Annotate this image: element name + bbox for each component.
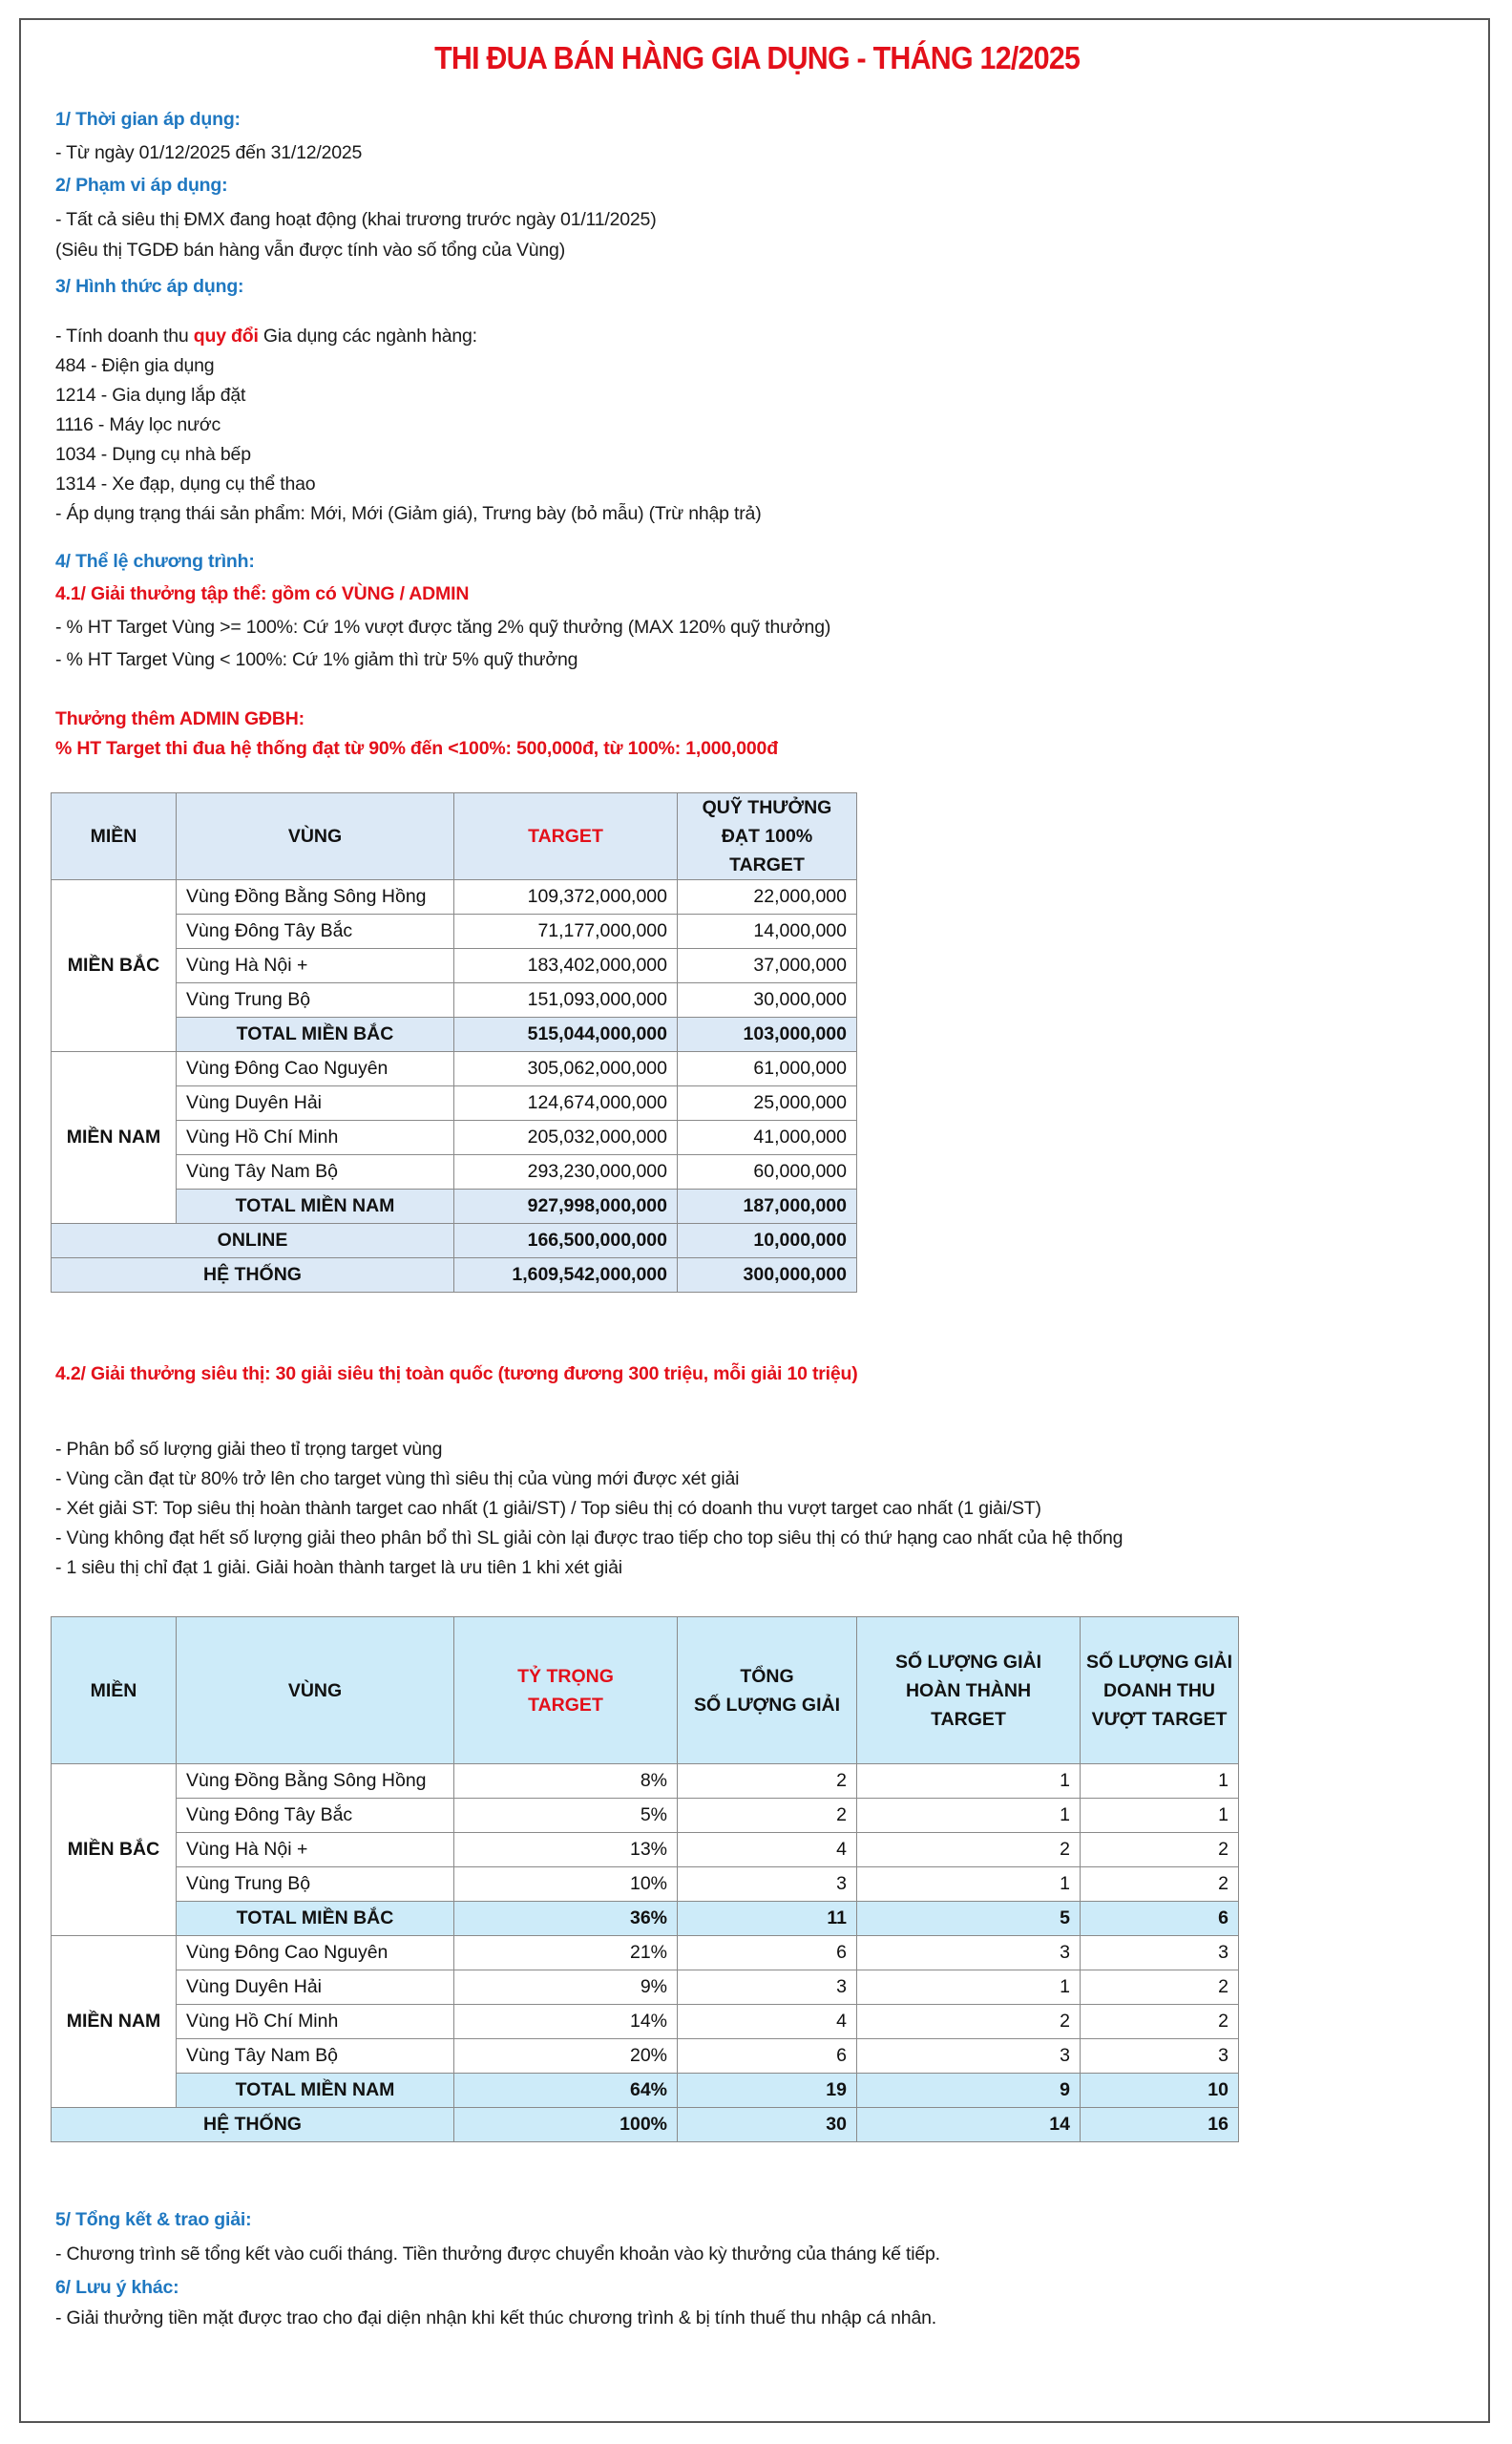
intro-prefix: - Tính doanh thu <box>55 326 194 347</box>
total-ty-trong: 64% <box>454 2074 678 2108</box>
ty-trong-cell: 8% <box>454 1764 678 1799</box>
header-line: ĐẠT 100% <box>721 826 813 847</box>
category-item: 1214 - Gia dụng lắp đặt <box>55 385 246 406</box>
quy-cell: 60,000,000 <box>678 1155 857 1190</box>
table-row <box>52 1799 1239 1833</box>
table-row <box>52 1764 1239 1799</box>
system-label: HỆ THỐNG <box>52 2108 454 2142</box>
hoan-thanh-cell: 1 <box>857 1970 1081 2005</box>
section-4-1-heading: 4.1/ Giải thưởng tập thể: gồm có VÙNG / ADMIN <box>55 583 470 604</box>
system-hoan-thanh: 14 <box>857 2108 1081 2142</box>
quy-cell: 30,000,000 <box>678 983 857 1018</box>
section-2-line: (Siêu thị TGDĐ bán hàng vẫn được tính vào số tổng của Vùng) <box>55 240 566 261</box>
system-row <box>52 2108 1239 2142</box>
vung-cell: Vùng Đồng Bằng Sông Hồng <box>177 880 454 915</box>
ty-trong-cell: 10% <box>454 1867 678 1902</box>
vung-cell: Vùng Duyên Hải <box>177 1086 454 1121</box>
total-hoan-thanh: 5 <box>857 1902 1081 1936</box>
table-row <box>52 1970 1239 2005</box>
hoan-thanh-cell: 2 <box>857 2005 1081 2039</box>
total-label: TOTAL MIỀN BẮC <box>177 1018 454 1052</box>
section-3-status-line: - Áp dụng trạng thái sản phẩm: Mới, Mới (Giảm giá), Trưng bày (bỏ mẫu) (Trừ nhập trả) <box>55 503 762 524</box>
admin-bonus-line: % HT Target thi đua hệ thống đạt từ 90% đến <100%: 500,000đ, từ 100%: 1,000,000đ <box>55 738 778 759</box>
col-header-hoan-thanh <box>857 1617 1081 1764</box>
vung-cell: Vùng Hà Nội + <box>177 1833 454 1867</box>
rule-line: - % HT Target Vùng >= 100%: Cứ 1% vượt được tăng 2% quỹ thưởng (MAX 120% quỹ thưởng) <box>55 617 831 638</box>
section-6-heading: 6/ Lưu ý khác: <box>55 2277 179 2298</box>
ty-trong-cell: 9% <box>454 1970 678 2005</box>
col-header-vuot <box>1081 1617 1239 1764</box>
vuot-cell: 2 <box>1081 1867 1239 1902</box>
target-cell: 109,372,000,000 <box>454 880 678 915</box>
tong-cell: 3 <box>678 1867 857 1902</box>
total-quy: 103,000,000 <box>678 1018 857 1052</box>
header-line: TỶ TRỌNG <box>517 1665 614 1687</box>
hoan-thanh-cell: 1 <box>857 1764 1081 1799</box>
hoan-thanh-cell: 1 <box>857 1867 1081 1902</box>
col-header-vung: VÙNG <box>177 1617 454 1764</box>
header-line: TARGET <box>729 854 805 875</box>
total-label: TOTAL MIỀN BẮC <box>177 1902 454 1936</box>
vuot-cell: 2 <box>1081 1970 1239 2005</box>
col-header-quy-thuong <box>678 793 857 880</box>
header-line: SỐ LƯỢNG GIẢI <box>894 1651 1042 1673</box>
vuot-cell: 3 <box>1081 2039 1239 2074</box>
rule-line: - 1 siêu thị chỉ đạt 1 giải. Giải hoàn thành target là ưu tiên 1 khi xét giải <box>55 1557 622 1578</box>
store-award-table <box>51 1616 1239 2142</box>
hoan-thanh-cell: 2 <box>857 1833 1081 1867</box>
tong-cell: 6 <box>678 1936 857 1970</box>
total-ty-trong: 36% <box>454 1902 678 1936</box>
total-row <box>52 2074 1239 2108</box>
col-header-mien: MIỀN <box>52 793 177 880</box>
vung-cell: Vùng Tây Nam Bộ <box>177 1155 454 1190</box>
col-header-target: TARGET <box>454 793 678 880</box>
vung-cell: Vùng Trung Bộ <box>177 983 454 1018</box>
vung-cell: Vùng Đông Tây Bắc <box>177 1799 454 1833</box>
online-quy: 10,000,000 <box>678 1224 857 1258</box>
quy-cell: 37,000,000 <box>678 949 857 983</box>
quy-cell: 25,000,000 <box>678 1086 857 1121</box>
ty-trong-cell: 5% <box>454 1799 678 1833</box>
vung-cell: Vùng Đông Cao Nguyên <box>177 1936 454 1970</box>
online-row <box>52 1224 857 1258</box>
table-row <box>52 1867 1239 1902</box>
hoan-thanh-cell: 3 <box>857 2039 1081 2074</box>
header-line: SỐ LƯỢNG GIẢI <box>693 1694 841 1716</box>
section-1-line: - Từ ngày 01/12/2025 đến 31/12/2025 <box>55 142 363 163</box>
total-vuot: 6 <box>1081 1902 1239 1936</box>
table-row <box>52 2039 1239 2074</box>
vung-cell: Vùng Hồ Chí Minh <box>177 1121 454 1155</box>
vung-cell: Vùng Đồng Bằng Sông Hồng <box>177 1764 454 1799</box>
vuot-cell: 1 <box>1081 1764 1239 1799</box>
tong-cell: 6 <box>678 2039 857 2074</box>
table-row <box>52 2005 1239 2039</box>
intro-highlight: quy đổi <box>193 326 259 347</box>
section-5-heading: 5/ Tổng kết & trao giải: <box>55 2209 252 2230</box>
ty-trong-cell: 14% <box>454 2005 678 2039</box>
tong-cell: 4 <box>678 1833 857 1867</box>
quy-cell: 41,000,000 <box>678 1121 857 1155</box>
tong-cell: 2 <box>678 1764 857 1799</box>
vung-cell: Vùng Đông Cao Nguyên <box>177 1052 454 1086</box>
section-4-heading: 4/ Thể lệ chương trình: <box>55 551 255 572</box>
intro-suffix: Gia dụng các ngành hàng: <box>258 326 477 347</box>
table-row <box>52 1833 1239 1867</box>
quy-cell: 61,000,000 <box>678 1052 857 1086</box>
system-ty-trong: 100% <box>454 2108 678 2142</box>
vung-cell: Vùng Hồ Chí Minh <box>177 2005 454 2039</box>
system-tong: 30 <box>678 2108 857 2142</box>
total-vuot: 10 <box>1081 2074 1239 2108</box>
col-header-ty-trong <box>454 1617 678 1764</box>
online-label: ONLINE <box>52 1224 454 1258</box>
section-2-heading: 2/ Phạm vi áp dụng: <box>55 175 228 196</box>
total-label: TOTAL MIỀN NAM <box>177 2074 454 2108</box>
system-quy: 300,000,000 <box>678 1258 857 1293</box>
vuot-cell: 3 <box>1081 1936 1239 1970</box>
table-row <box>52 1052 857 1086</box>
table-row <box>52 1936 1239 1970</box>
vung-cell: Vùng Tây Nam Bộ <box>177 2039 454 2074</box>
category-item: 1034 - Dụng cụ nhà bếp <box>55 444 251 465</box>
rule-line: - % HT Target Vùng < 100%: Cứ 1% giảm thì trừ 5% quỹ thưởng <box>55 649 578 670</box>
target-cell: 151,093,000,000 <box>454 983 678 1018</box>
total-tong: 11 <box>678 1902 857 1936</box>
total-hoan-thanh: 9 <box>857 2074 1081 2108</box>
online-target: 166,500,000,000 <box>454 1224 678 1258</box>
table-header-row <box>52 1617 1239 1764</box>
mien-cell: MIỀN NAM <box>52 1936 177 2108</box>
header-line: SỐ LƯỢNG GIẢI <box>1085 1651 1233 1673</box>
vuot-cell: 2 <box>1081 2005 1239 2039</box>
vung-cell: Vùng Trung Bộ <box>177 1867 454 1902</box>
section-5-line: - Chương trình sẽ tổng kết vào cuối tháng. Tiền thưởng được chuyển khoản vào kỳ thưởng của tháng kế tiếp. <box>55 2244 940 2265</box>
target-cell: 205,032,000,000 <box>454 1121 678 1155</box>
target-cell: 183,402,000,000 <box>454 949 678 983</box>
table-header-row <box>52 793 857 880</box>
total-target: 927,998,000,000 <box>454 1190 678 1224</box>
ty-trong-cell: 20% <box>454 2039 678 2074</box>
total-target: 515,044,000,000 <box>454 1018 678 1052</box>
col-header-vung: VÙNG <box>177 793 454 880</box>
ty-trong-cell: 21% <box>454 1936 678 1970</box>
target-cell: 305,062,000,000 <box>454 1052 678 1086</box>
system-vuot: 16 <box>1081 2108 1239 2142</box>
system-target: 1,609,542,000,000 <box>454 1258 678 1293</box>
quy-cell: 14,000,000 <box>678 915 857 949</box>
quy-cell: 22,000,000 <box>678 880 857 915</box>
system-row <box>52 1258 857 1293</box>
target-cell: 124,674,000,000 <box>454 1086 678 1121</box>
target-cell: 293,230,000,000 <box>454 1155 678 1190</box>
category-item: 1314 - Xe đạp, dụng cụ thể thao <box>55 474 316 495</box>
header-line: QUỸ THƯỞNG <box>702 797 832 818</box>
header-line: TARGET <box>528 1694 603 1716</box>
vung-cell: Vùng Đông Tây Bắc <box>177 915 454 949</box>
admin-bonus-heading: Thưởng thêm ADMIN GĐBH: <box>55 708 304 729</box>
category-item: 1116 - Máy lọc nước <box>55 414 221 435</box>
col-header-mien: MIỀN <box>52 1617 177 1764</box>
hoan-thanh-cell: 3 <box>857 1936 1081 1970</box>
tong-cell: 2 <box>678 1799 857 1833</box>
vuot-cell: 2 <box>1081 1833 1239 1867</box>
category-item: 484 - Điện gia dụng <box>55 355 215 376</box>
vung-cell: Vùng Duyên Hải <box>177 1970 454 2005</box>
system-label: HỆ THỐNG <box>52 1258 454 1293</box>
target-cell: 71,177,000,000 <box>454 915 678 949</box>
vuot-cell: 1 <box>1081 1799 1239 1833</box>
total-row <box>52 1902 1239 1936</box>
tong-cell: 3 <box>678 1970 857 2005</box>
mien-cell: MIỀN BẮC <box>52 1764 177 1936</box>
section-2-line: - Tất cả siêu thị ĐMX đang hoạt động (khai trương trước ngày 01/11/2025) <box>55 209 657 230</box>
total-quy: 187,000,000 <box>678 1190 857 1224</box>
section-4-2-heading: 4.2/ Giải thưởng siêu thị: 30 giải siêu thị toàn quốc (tương đương 300 triệu, mỗi giải 10 triệu) <box>55 1363 858 1384</box>
col-header-tong <box>678 1617 857 1764</box>
mien-cell: MIỀN BẮC <box>52 880 177 1052</box>
header-line: DOANH THU <box>1103 1679 1215 1701</box>
mien-cell: MIỀN NAM <box>52 1052 177 1224</box>
rule-line: - Vùng không đạt hết số lượng giải theo phân bổ thì SL giải còn lại được trao tiếp cho top siêu thị có thứ hạng cao nhất của hệ thống <box>55 1528 1124 1549</box>
header-line: TỔNG <box>740 1665 794 1687</box>
table-row <box>52 880 857 915</box>
total-label: TOTAL MIỀN NAM <box>177 1190 454 1224</box>
rule-line: - Phân bổ số lượng giải theo tỉ trọng target vùng <box>55 1439 443 1460</box>
rule-line: - Xét giải ST: Top siêu thị hoàn thành target cao nhất (1 giải/ST) / Top siêu thị có doanh thu vượt target cao nhất (1 giải/ST) <box>55 1498 1041 1519</box>
rule-line: - Vùng cần đạt từ 80% trở lên cho target vùng thì siêu thị của vùng mới được xét giải <box>55 1468 740 1489</box>
page-title: THI ĐUA BÁN HÀNG GIA DỤNG - THÁNG 12/2025 <box>434 40 1081 75</box>
ty-trong-cell: 13% <box>454 1833 678 1867</box>
hoan-thanh-cell: 1 <box>857 1799 1081 1833</box>
section-6-line: - Giải thưởng tiền mặt được trao cho đại diện nhận khi kết thúc chương trình & bị tính thuế thu nhập cá nhân. <box>55 2307 936 2328</box>
section-1-heading: 1/ Thời gian áp dụng: <box>55 109 241 130</box>
total-tong: 19 <box>678 2074 857 2108</box>
tong-cell: 4 <box>678 2005 857 2039</box>
section-3-intro <box>55 325 477 348</box>
header-line: HOÀN THÀNH TARGET <box>905 1679 1032 1730</box>
section-3-heading: 3/ Hình thức áp dụng: <box>55 276 244 297</box>
regional-target-table <box>51 792 857 1293</box>
vung-cell: Vùng Hà Nội + <box>177 949 454 983</box>
header-line: VƯỢT TARGET <box>1091 1708 1228 1730</box>
